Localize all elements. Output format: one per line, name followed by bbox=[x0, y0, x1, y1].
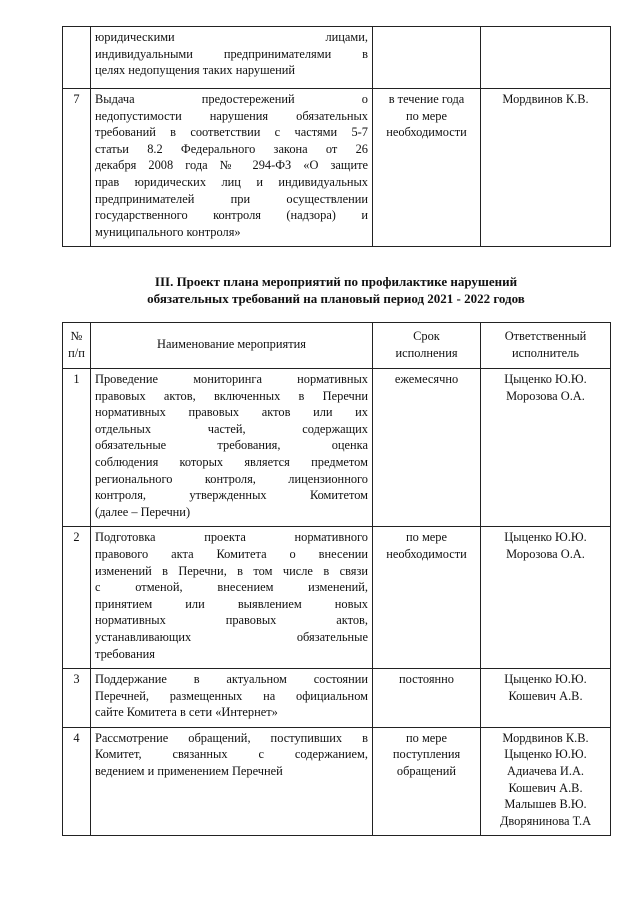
plan-table-continuation bbox=[62, 26, 611, 247]
table-row bbox=[63, 89, 611, 247]
cell-text-line: ведением и применением Перечней bbox=[95, 764, 283, 779]
cell-text-line: Кошевич А.В. bbox=[508, 780, 583, 795]
cell-text-line: ежемесячно bbox=[394, 372, 459, 386]
cell-text-line: Мордвинов К.В. bbox=[502, 730, 589, 745]
cell-text-line: прав юридических лиц и индивидуальных bbox=[95, 174, 368, 189]
header-activity-name: Наименование мероприятия bbox=[91, 323, 373, 369]
cell-text-line: Кошевич А.В. bbox=[508, 688, 583, 703]
cell-text-line: Адиачева И.А. bbox=[507, 764, 584, 779]
cell-text-line: нормативных правовых актов или их bbox=[95, 405, 368, 420]
row-number-cell bbox=[63, 27, 91, 89]
cell-text-line: Дворянинова Т.А bbox=[499, 813, 592, 828]
plan-table-body bbox=[63, 369, 611, 836]
cell-text-line: государственного контроля (надзора) и bbox=[95, 208, 368, 223]
cell-text-line: с отменой, внесением изменений, bbox=[95, 580, 368, 595]
cell-text-line: регионального контроля, лицензионного bbox=[95, 471, 368, 486]
cell-text-line: Подготовка проекта нормативного bbox=[95, 530, 368, 545]
cell-text-line: требований в соответствии с частями 5-7 bbox=[95, 125, 368, 140]
header-term bbox=[373, 323, 481, 369]
header-responsible bbox=[481, 323, 611, 369]
cell-text-line: Морозова О.А. bbox=[506, 546, 585, 561]
cell-text-line: Цыценко Ю.Ю. bbox=[504, 530, 587, 545]
cell-text-line: Перечней, размещенных на официальном bbox=[95, 688, 368, 703]
cell-text-line: (далее – Перечни) bbox=[95, 504, 191, 519]
cell-text-line: нормативных правовых актов, bbox=[95, 613, 368, 628]
cell-text-line: Цыценко Ю.Ю. bbox=[504, 747, 587, 762]
header-row bbox=[63, 323, 611, 369]
cell-text-line: декабря 2008 года № 294-ФЗ «О защите bbox=[95, 158, 368, 173]
responsible-cell bbox=[481, 89, 611, 247]
cell-text-line: правовых актов, включенных в Перечни bbox=[95, 388, 368, 403]
cell-text-line: по мере bbox=[406, 530, 447, 545]
cell-text-line: требования bbox=[95, 646, 155, 661]
header-number-line-2: п/п bbox=[68, 345, 85, 360]
term-cell bbox=[373, 727, 481, 836]
activity-name-cell bbox=[91, 27, 373, 89]
cell-text-line: индивидуальными предпринимателями в bbox=[95, 46, 368, 61]
cell-text-line: Морозова О.А. bbox=[506, 388, 585, 403]
cell-text-line: обязательные требования, оценка bbox=[95, 438, 368, 453]
cell-text-line: Комитет, связанных с содержанием, bbox=[95, 747, 368, 762]
row-number-cell: 4 bbox=[63, 727, 91, 836]
cell-text-line: Проведение мониторинга нормативных bbox=[95, 372, 368, 386]
term-cell bbox=[373, 89, 481, 247]
cell-text-line: муниципального контроля» bbox=[95, 224, 241, 239]
table-header bbox=[63, 323, 611, 369]
responsible-cell bbox=[481, 369, 611, 527]
cell-text-line: правового акта Комитета о внесении bbox=[95, 546, 368, 561]
term-cell bbox=[373, 369, 481, 527]
cell-text-line: Рассмотрение обращений, поступивших в bbox=[95, 730, 368, 745]
responsible-cell bbox=[481, 27, 611, 89]
cell-text-line: целях недопущения таких нарушений bbox=[95, 63, 295, 78]
cell-text-line: сайте Комитета в сети «Интернет» bbox=[95, 705, 278, 720]
cell-text-line: принятием или выявлением новых bbox=[95, 596, 368, 611]
term-cell bbox=[373, 27, 481, 89]
header-term-line-1: Срок bbox=[413, 328, 440, 343]
cell-text-line: необходимости bbox=[386, 125, 467, 140]
cell-text-line: Цыценко Ю.Ю. bbox=[504, 372, 587, 386]
cell-text-line: изменений в Перечни, в том числе в связи bbox=[95, 563, 368, 578]
responsible-cell bbox=[481, 727, 611, 836]
table-row bbox=[63, 527, 611, 669]
cell-text-line: Мордвинов К.В. bbox=[502, 92, 589, 106]
term-cell bbox=[373, 669, 481, 728]
cell-text-line: соблюдения которых является предметом bbox=[95, 454, 368, 469]
row-number-cell: 1 bbox=[63, 369, 91, 527]
responsible-cell bbox=[481, 669, 611, 728]
cell-text-line: поступления bbox=[392, 747, 461, 762]
section-title bbox=[62, 273, 610, 307]
cell-text-line: Выдача предостережений о bbox=[95, 92, 368, 106]
table-row bbox=[63, 669, 611, 728]
header-number-line-1: № bbox=[70, 328, 83, 343]
cell-text-line: предпринимателей при осуществлении bbox=[95, 191, 368, 206]
header-number bbox=[63, 323, 91, 369]
cell-text-line: по мере bbox=[406, 108, 447, 123]
cell-text-line: обращений bbox=[396, 764, 457, 779]
activity-name-cell bbox=[91, 89, 373, 247]
table-row bbox=[63, 727, 611, 836]
cell-text-line: статьи 8.2 Федерального закона от 26 bbox=[95, 141, 368, 156]
row-number-cell: 2 bbox=[63, 527, 91, 669]
cell-text-line: отдельных частей, содержащих bbox=[95, 421, 368, 436]
cell-text-line: Малышев В.Ю. bbox=[504, 797, 587, 812]
cell-text-line: по мере bbox=[406, 730, 447, 745]
section-title-line-2: обязательных требований на плановый период 2021 - 2022 годов bbox=[147, 291, 525, 306]
cell-text-line: в течение года bbox=[388, 92, 465, 106]
table-row bbox=[63, 27, 611, 89]
cell-text-line: Цыценко Ю.Ю. bbox=[504, 672, 587, 687]
header-responsible-line-2: исполнитель bbox=[512, 345, 579, 360]
activity-name-cell bbox=[91, 369, 373, 527]
cell-text-line: контроля, утвержденных Комитетом bbox=[95, 488, 368, 503]
cell-text-line: постоянно bbox=[398, 672, 454, 687]
plan-table-continuation-body bbox=[63, 27, 611, 247]
cell-text-line: необходимости bbox=[386, 546, 467, 561]
activity-name-cell bbox=[91, 727, 373, 836]
activity-name-cell bbox=[91, 669, 373, 728]
plan-table-2021-2022 bbox=[62, 322, 611, 836]
term-cell bbox=[373, 527, 481, 669]
header-term-line-2: исполнения bbox=[395, 345, 458, 360]
responsible-cell bbox=[481, 527, 611, 669]
cell-text-line: юридическими лицами, bbox=[95, 30, 368, 44]
activity-name-cell bbox=[91, 527, 373, 669]
cell-text-line: недопустимости нарушения обязательных bbox=[95, 108, 368, 123]
row-number-cell: 7 bbox=[63, 89, 91, 247]
header-responsible-line-1: Ответственный bbox=[504, 328, 587, 343]
row-number-cell: 3 bbox=[63, 669, 91, 728]
cell-text-line: Поддержание в актуальном состоянии bbox=[95, 672, 368, 687]
table-row bbox=[63, 369, 611, 527]
section-title-line-1: III. Проект плана мероприятий по профилактике нарушений bbox=[154, 274, 518, 289]
cell-text-line: устанавливающих обязательные bbox=[95, 629, 368, 644]
